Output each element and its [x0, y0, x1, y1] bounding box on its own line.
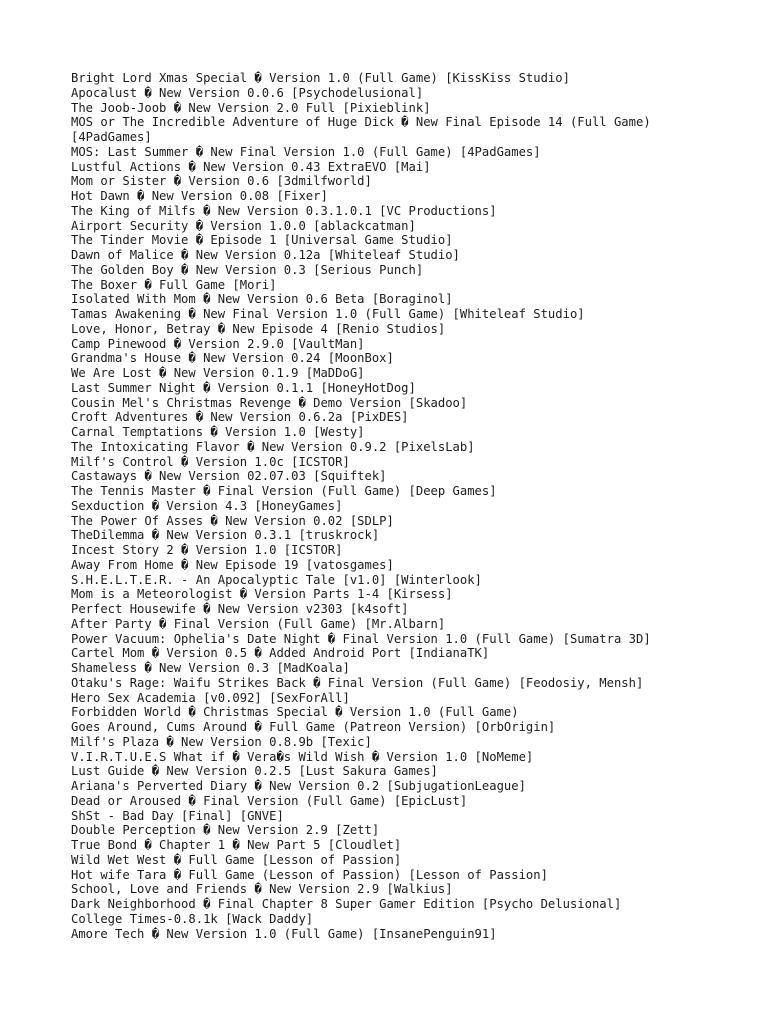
text-line: Dawn of Malice � New Version 0.12a [Whiteleaf Studio] — [71, 248, 460, 262]
text-line: Goes Around, Cums Around � Full Game (Patreon Version) [OrbOrigin] — [71, 720, 556, 734]
text-line: Apocalust � New Version 0.0.6 [Psychodelusional] — [71, 85, 424, 100]
text-line: Croft Adventures � New Version 0.6.2a [PixDES] — [71, 410, 409, 425]
text-line: Milf's Control � Version 1.0c [ICSTOR] — [71, 454, 350, 469]
text-line: Away From Home � New Episode 19 [vatosgames] — [71, 557, 394, 572]
text-line: Cousin Mel's Christmas Revenge � Demo Version [Skadoo] — [71, 395, 468, 410]
text-line: Amore Tech � New Version 1.0 (Full Game) [InsanePenguin91] — [71, 926, 497, 941]
text-line: Milf's Plaza � New Version 0.8.9b [Texic] — [71, 734, 372, 749]
text-line: [4PadGames] — [71, 130, 152, 144]
text-line: MOS or The Incredible Adventure of Huge Dick � New Final Episode 14 (Full Game) — [71, 115, 651, 130]
text-line: Hero Sex Academia [v0.092] [SexForAll] — [71, 690, 350, 705]
text-line: Camp Pinewood � Version 2.9.0 [VaultMan] — [71, 336, 365, 351]
text-line: MOS: Last Summer � New Final Version 1.0 (Full Game) [4PadGames] — [71, 144, 541, 159]
text-line: School, Love and Friends � New Version 2.9 [Walkius] — [71, 882, 453, 897]
text-line: Carnal Temptations � Version 1.0 [Westy] — [71, 425, 365, 439]
text-line: ShSt - Bad Day [Final] [GNVE] — [71, 808, 284, 823]
text-line: Forbidden World � Christmas Special � Version 1.0 (Full Game) — [71, 705, 519, 720]
text-line: Dead or Aroused � Final Version (Full Game) [EpicLust] — [71, 793, 468, 808]
text-line: After Party � Final Version (Full Game) [Mr.Albarn] — [71, 616, 446, 631]
text-line: Airport Security � Version 1.0.0 [ablackcatman] — [71, 218, 416, 233]
text-line: Shameless � New Version 0.3 [MadKoala] — [71, 661, 350, 675]
text-line: Wild Wet West � Full Game [Lesson of Passion] — [71, 852, 402, 867]
text-line: Last Summer Night � Version 0.1.1 [HoneyHotDog] — [71, 380, 416, 395]
text-line: The Tinder Movie � Episode 1 [Universal Game Studio] — [71, 233, 453, 248]
text-line: Mom or Sister � Version 0.6 [3dmilfworld] — [71, 174, 372, 189]
text-line: Double Perception � New Version 2.9 [Zett] — [71, 823, 380, 838]
text-line: The Intoxicating Flavor � New Version 0.9.2 [PixelsLab] — [71, 439, 475, 454]
text-line: TheDilemma � New Version 0.3.1 [truskrock] — [71, 528, 380, 543]
text-line: The Golden Boy � New Version 0.3 [Serious Punch] — [71, 262, 424, 277]
text-line: Hot wife Tara � Full Game (Lesson of Passion) [Lesson of Passion] — [71, 867, 548, 882]
text-line: Cartel Mom � Version 0.5 � Added Android Port [IndianaTK] — [71, 646, 490, 661]
text-line: Love, Honor, Betray � New Episode 4 [Renio Studios] — [71, 321, 446, 336]
text-line: College Times-0.8.1k [Wack Daddy] — [71, 911, 314, 926]
text-line: Power Vacuum: Ophelia's Date Night � Final Version 1.0 (Full Game) [Sumatra 3D] — [71, 631, 651, 646]
text-line: Sexduction � Version 4.3 [HoneyGames] — [71, 498, 343, 513]
text-line: Castaways � New Version 02.07.03 [Squiftek] — [71, 469, 387, 484]
text-line: Lustful Actions � New Version 0.43 ExtraEVO [Mai] — [71, 159, 431, 174]
text-line: Dark Neighborhood � Final Chapter 8 Super Gamer Edition [Psycho Delusional] — [71, 897, 622, 911]
text-line: Incest Story 2 � Version 1.0 [ICSTOR] — [71, 543, 343, 557]
text-line: Perfect Housewife � New Version v2303 [k4soft] — [71, 602, 409, 616]
text-line: The Joob-Joob � New Version 2.0 Full [Pixieblink] — [71, 100, 431, 115]
text-line: The King of Milfs � New Version 0.3.1.0.1 [VC Productions] — [71, 203, 497, 218]
text-line: Isolated With Mom � New Version 0.6 Beta [Boraginol] — [71, 292, 453, 307]
document-page — [71, 71, 711, 941]
text-line: S.H.E.L.T.E.R. - An Apocalyptic Tale [v1.0] [Winterlook] — [71, 572, 482, 587]
text-line: We Are Lost � New Version 0.1.9 [MaDDoG] — [71, 366, 365, 380]
text-line: The Tennis Master � Final Version (Full Game) [Deep Games] — [71, 484, 497, 498]
text-line: Tamas Awakening � New Final Version 1.0 (Full Game) [Whiteleaf Studio] — [71, 307, 585, 321]
text-line: Otaku's Rage: Waifu Strikes Back � Final Version (Full Game) [Feodosiy, Mensh] — [71, 675, 644, 690]
text-line: V.I.R.T.U.E.S What if � Vera�s Wild Wish � Version 1.0 [NoMeme] — [71, 749, 534, 764]
text-line: Mom is a Meteorologist � Version Parts 1-4 [Kirsess] — [71, 587, 453, 602]
text-line: The Power Of Asses � New Version 0.02 [SDLP] — [71, 513, 394, 528]
text-line: Grandma's House � New Version 0.24 [MoonBox] — [71, 351, 394, 366]
text-line: Hot Dawn � New Version 0.08 [Fixer] — [71, 189, 328, 203]
text-line: The Boxer � Full Game [Mori] — [71, 277, 277, 292]
text-line: Ariana's Perverted Diary � New Version 0.2 [SubjugationLeague] — [71, 779, 526, 793]
text-line: Lust Guide � New Version 0.2.5 [Lust Sakura Games] — [71, 764, 438, 779]
text-line: True Bond � Chapter 1 � New Part 5 [Cloudlet] — [71, 838, 402, 852]
text-line: Bright Lord Xmas Special � Version 1.0 (Full Game) [KissKiss Studio] — [71, 71, 570, 85]
